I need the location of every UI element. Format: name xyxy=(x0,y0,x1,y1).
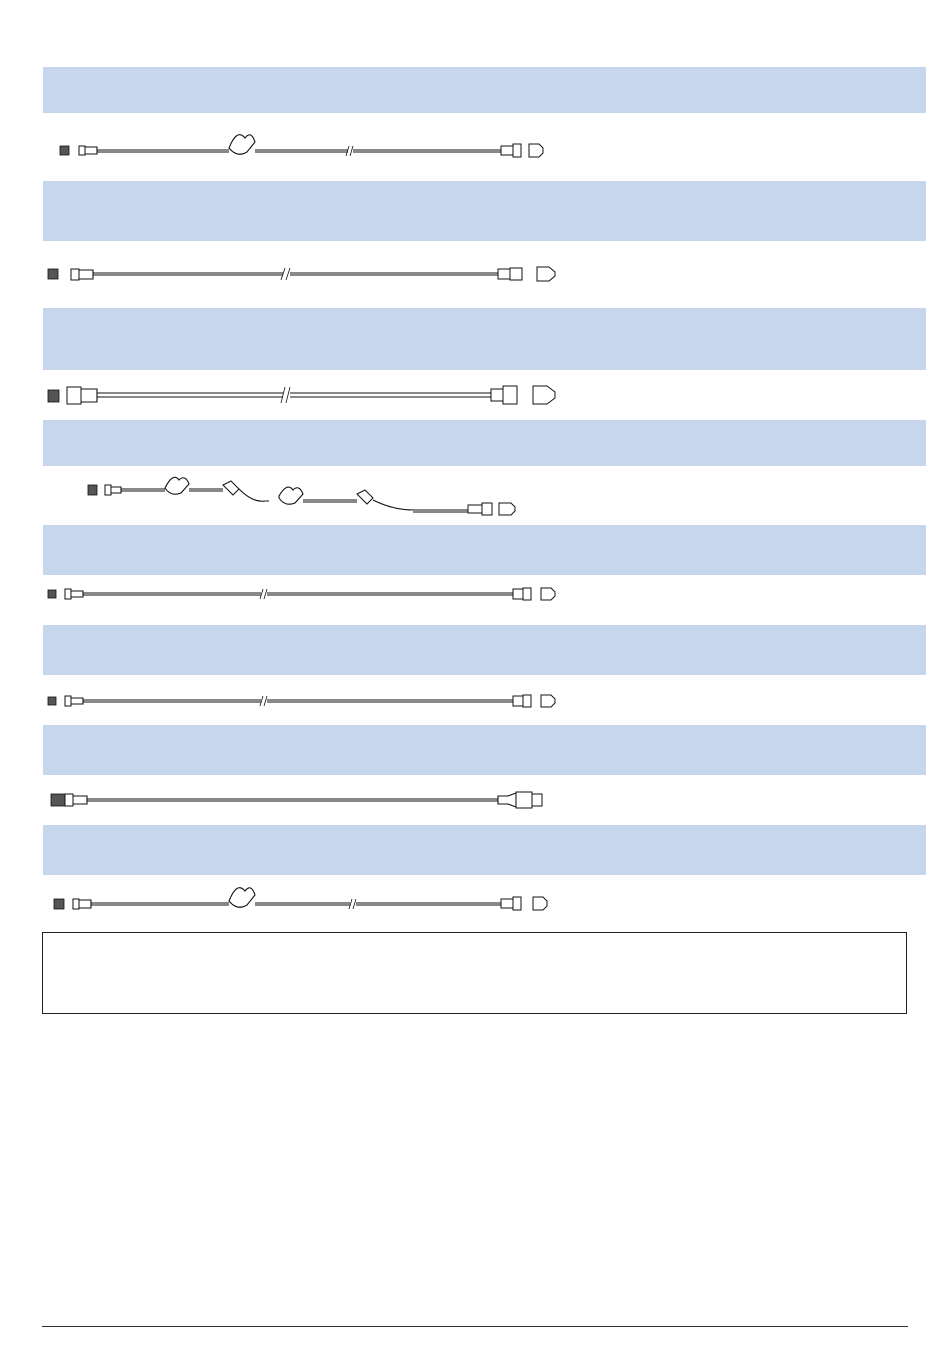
product-header-band-1 xyxy=(43,67,926,113)
dual-y-site-extension-set-icon xyxy=(43,466,926,526)
notes-box xyxy=(42,932,907,1014)
footer-rule xyxy=(42,1326,908,1327)
microbore-extension-set-icon xyxy=(43,669,926,729)
microbore-extension-set-icon xyxy=(43,563,926,623)
product-header-band-2 xyxy=(43,181,926,241)
extension-set-with-clamp-icon xyxy=(43,120,926,180)
product-header-band-7 xyxy=(43,725,926,775)
product-header-band-3 xyxy=(43,308,926,370)
large-bore-extension-set-icon xyxy=(43,365,926,425)
product-header-band-6 xyxy=(43,625,926,675)
product-header-band-8 xyxy=(43,825,926,875)
product-header-band-4 xyxy=(43,420,926,466)
short-extension-set-icon xyxy=(43,770,926,830)
extension-set-icon xyxy=(43,244,926,304)
extension-set-with-clamp-icon xyxy=(43,873,926,933)
